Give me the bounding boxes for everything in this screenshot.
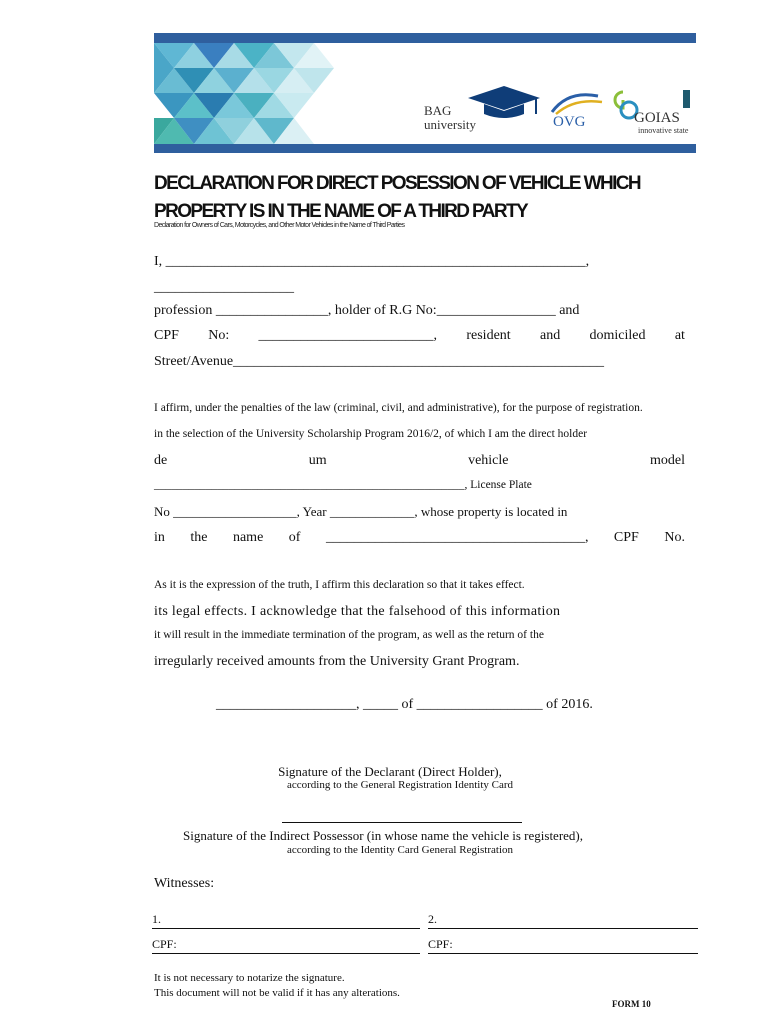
model-word: model xyxy=(649,453,685,468)
witnesses-label: Witnesses: xyxy=(154,876,215,891)
and-word: and xyxy=(540,328,561,343)
address-line: Street/Avenue_____________________________________________________ xyxy=(154,354,605,369)
cpf-blank: _________________________, xyxy=(258,328,438,343)
in-word: in xyxy=(154,530,165,545)
the-word: the xyxy=(190,530,208,545)
um-word: um xyxy=(308,453,327,468)
owner-name-line xyxy=(154,530,685,546)
indirect-signature-label: Signature of the Indirect Possessor (in whose name the vehicle is registered), xyxy=(183,828,583,843)
header-bottom-bar xyxy=(154,144,696,153)
of-word: of xyxy=(288,530,301,545)
vehicle-model-line xyxy=(154,453,685,469)
witness-2-cpf-label: CPF: xyxy=(428,937,453,951)
domiciled-word: domiciled xyxy=(589,328,646,343)
vehicle-word: vehicle xyxy=(468,453,509,468)
resident-word: resident xyxy=(466,328,511,343)
truth-line-1: As it is the expression of the truth, I affirm this declaration so that it takes effect. xyxy=(154,579,525,591)
license-plate-line: ______________________________________________________, License Plate xyxy=(154,479,532,491)
ovg-logo-text: OVG xyxy=(553,114,586,130)
cpf-line xyxy=(154,328,685,344)
triangle-pattern-graphic xyxy=(154,43,354,144)
truth-line-4: irregularly received amounts from the University Grant Program. xyxy=(154,654,520,669)
document-subtitle: Declaration for Owners of Cars, Motorcycles, and Other Motor Vehicles in the Name of Third Parties xyxy=(154,222,405,229)
witness-2-label: 2. xyxy=(428,912,437,926)
header-top-bar xyxy=(154,33,696,43)
witness-1-field[interactable] xyxy=(152,912,420,929)
goias-bar-icon xyxy=(683,90,690,108)
goias-logo-subtext: innovative state xyxy=(638,126,689,135)
cpf-no-word: No: xyxy=(208,328,230,343)
affirm-line-1: I affirm, under the penalties of the law (criminal, civil, and administrative), for the purpose of registration. xyxy=(154,402,643,414)
notarize-note: It is not necessary to notarize the signature. xyxy=(154,972,345,984)
truth-line-2: its legal effects. I acknowledge that the falsehood of this information xyxy=(154,604,561,619)
title-line-2: PROPERTY IS IN THE NAME OF A THIRD PARTY xyxy=(154,201,528,222)
witness-1-cpf-field[interactable] xyxy=(152,937,420,954)
witness-2-field[interactable] xyxy=(428,912,698,929)
title-line-1: DECLARATION FOR DIRECT POSESSION OF VEHICLE WHICH xyxy=(154,173,640,194)
plate-year-line: No ___________________, Year _____________, whose property is located in xyxy=(154,504,568,519)
name-continuation-line: ____________________ xyxy=(154,280,294,295)
affirm-line-2: in the selection of the University Scholarship Program 2016/2, of which I am the direct holder xyxy=(154,428,588,440)
name-line: I, ____________________________________________________________, xyxy=(154,254,590,269)
witness-2-cpf-field[interactable] xyxy=(428,937,698,954)
triangle-pattern xyxy=(154,43,354,144)
alterations-note: This document will not be valid if it has any alterations. xyxy=(154,987,400,999)
form-number: FORM 10 xyxy=(612,999,651,1009)
de-word: de xyxy=(154,453,168,468)
cpf-word: CPF xyxy=(154,328,179,343)
goias-logo-text: GOIAS xyxy=(634,110,680,126)
owner-blank: _____________________________________, xyxy=(325,530,589,545)
indirect-signature-rule xyxy=(282,822,522,823)
at-word: at xyxy=(674,328,685,343)
declarant-signature-sublabel: according to the General Registration Identity Card xyxy=(286,779,514,791)
document-title xyxy=(154,170,714,226)
profession-line: profession ________________, holder of R.G No:_________________ and xyxy=(154,303,580,318)
indirect-signature-sublabel: according to the Identity Card General Registration xyxy=(286,844,514,856)
owner-cpf-word: CPF xyxy=(613,530,639,545)
date-line: ____________________, _____ of __________________ of 2016. xyxy=(216,697,593,712)
declarant-signature-label: Signature of the Declarant (Direct Holder), xyxy=(278,764,502,779)
graduation-cap-icon xyxy=(466,84,542,125)
bag-logo-line1: BAG xyxy=(424,103,452,118)
witness-1-label: 1. xyxy=(152,912,161,926)
name-word: name xyxy=(232,530,264,545)
witness-1-cpf-label: CPF: xyxy=(152,937,177,951)
bag-logo-line2: university xyxy=(424,117,476,132)
owner-cpf-no-word: No. xyxy=(664,530,685,545)
truth-line-3: it will result in the immediate termination of the program, as well as the return of the xyxy=(154,629,544,641)
